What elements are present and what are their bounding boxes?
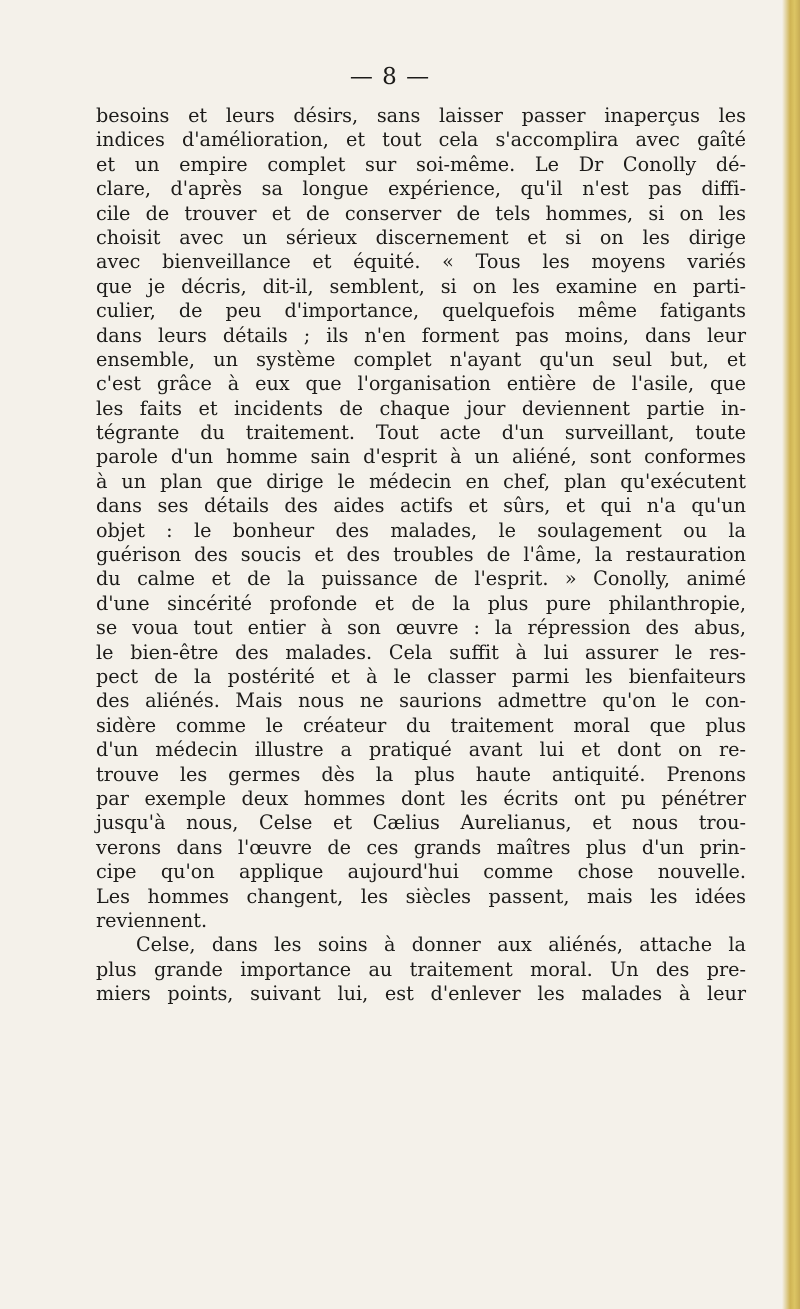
text-line: pect de la postérité et à le classer parmi les bienfaiteurs <box>96 664 746 688</box>
text-line: du calme et de la puissance de l'esprit. » Conolly, animé <box>96 567 746 591</box>
text-line: trouve les germes dès la plus haute antiquité. Prenons <box>96 762 746 786</box>
text-line: ensemble, un système complet n'ayant qu'un seul but, et <box>96 347 746 371</box>
text-line: que je décris, dit-il, semblent, si on les examine en parti- <box>96 274 746 298</box>
text-line: Les hommes changent, les siècles passent, mais les idées <box>96 884 746 908</box>
text-line: et un empire complet sur soi-même. Le Dr Conolly dé- <box>96 152 746 176</box>
text-line: plus grande importance au traitement moral. Un des pre- <box>96 957 746 981</box>
text-line: d'une sincérité profonde et de la plus pure philanthropie, <box>96 591 746 615</box>
text-line: verons dans l'œuvre de ces grands maîtres plus d'un prin- <box>96 835 746 859</box>
page-edge-shadow <box>782 0 800 1309</box>
text-line: c'est grâce à eux que l'organisation entière de l'asile, que <box>96 372 746 396</box>
text-line: miers points, suivant lui, est d'enlever les malades à leur <box>96 982 746 1006</box>
text-line: objet : le bonheur des malades, le soulagement ou la <box>96 518 746 542</box>
text-line: dans ses détails des aides actifs et sûrs, et qui n'a qu'un <box>96 494 746 518</box>
text-line: d'un médecin illustre a pratiqué avant lui et dont on re- <box>96 738 746 762</box>
text-line: se voua tout entier à son œuvre : la répression des abus, <box>96 616 746 640</box>
text-line: par exemple deux hommes dont les écrits ont pu pénétrer <box>96 786 746 810</box>
text-line: jusqu'à nous, Celse et Cælius Aurelianus, et nous trou- <box>96 811 746 835</box>
text-line: des aliénés. Mais nous ne saurions admettre qu'on le con- <box>96 689 746 713</box>
text-line: avec bienveillance et équité. « Tous les moyens variés <box>96 250 746 274</box>
page-number: — 8 — <box>349 64 431 90</box>
text-line: reviennent. <box>96 908 208 932</box>
text-line: à un plan que dirige le médecin en chef, plan qu'exécutent <box>96 469 746 493</box>
text-line: parole d'un homme sain d'esprit à un aliéné, sont conformes <box>96 445 746 469</box>
text-line: besoins et leurs désirs, sans laisser passer inaperçus les <box>96 104 746 127</box>
text-line: les faits et incidents de chaque jour deviennent partie in- <box>96 396 746 420</box>
text-line: guérison des soucis et des troubles de l'âme, la restauration <box>96 543 746 567</box>
text-line: Celse, dans les soins à donner aux aliénés, attache la <box>136 933 746 957</box>
text-line: culier, de peu d'importance, quelquefois même fatigants <box>96 299 746 323</box>
text-line: clare, d'après sa longue expérience, qu'il n'est pas diffi- <box>96 177 746 201</box>
text-line: choisit avec un sérieux discernement et si on les dirige <box>96 225 746 249</box>
body-text <box>96 104 746 1006</box>
text-line: indices d'amélioration, et tout cela s'accomplira avec gaîté <box>96 128 746 152</box>
text-line: dans leurs détails ; ils n'en forment pas moins, dans leur <box>96 323 746 347</box>
text-line: tégrante du traitement. Tout acte d'un surveillant, toute <box>96 421 746 445</box>
text-line: le bien-être des malades. Cela suffit à lui assurer le res- <box>96 640 746 664</box>
text-line: cile de trouver et de conserver de tels hommes, si on les <box>96 201 746 225</box>
text-line: cipe qu'on applique aujourd'hui comme chose nouvelle. <box>96 860 746 884</box>
text-line: sidère comme le créateur du traitement moral que plus <box>96 713 746 737</box>
